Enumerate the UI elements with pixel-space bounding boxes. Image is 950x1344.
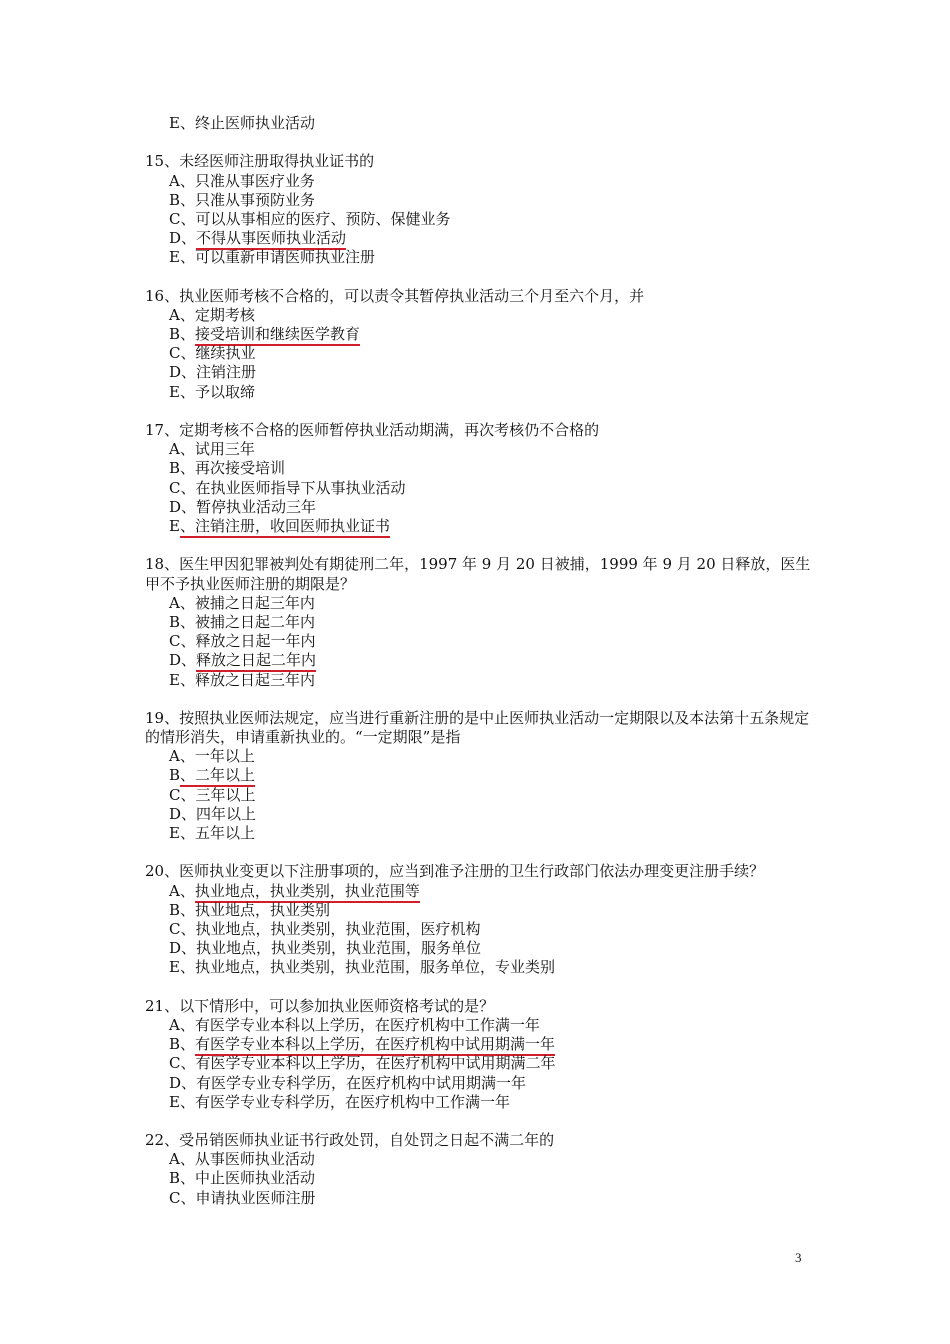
option-text: B、再次接受培训: [169, 459, 286, 478]
question-stem: 22、受吊销医师执业证书行政处罚，自处罚之日起不满二年的: [145, 1131, 555, 1150]
option-line: [145, 459, 815, 478]
question-stem: 19、按照执业医师法规定，应当进行重新注册的是中止医师执业活动一定期限以及本法第十五条规定的情形消失，申请重新执业的。“一定期限”是指: [145, 708, 810, 747]
answer-option: [145, 229, 815, 248]
option-line: [145, 1054, 815, 1073]
question-stem: 21、以下情形中，可以参加执业医师资格考试的是？: [145, 996, 495, 1015]
option-prefix: B、: [169, 1035, 196, 1054]
option-line: [145, 440, 815, 459]
option-text: B、执业地点，执业类别: [169, 900, 331, 919]
question-block: [145, 287, 815, 402]
option-line: [145, 671, 815, 690]
question-stem: 20、医师执业变更以下注册事项的，应当到准予注册的卫生行政部门依法办理变更注册手续？: [145, 862, 765, 881]
option-text: C、申请执业医师注册: [169, 1188, 316, 1207]
option-text: A、试用三年: [169, 440, 255, 459]
question-block: [145, 1131, 815, 1208]
option-line: [145, 479, 815, 498]
document-body: [145, 114, 815, 1208]
option-line: E、终止医师执业活动: [169, 114, 315, 132]
option-text: D、注销注册: [169, 363, 257, 382]
underlined-answer: 有医学专业本科以上学历，在医疗机构中试用期满一年: [195, 1035, 555, 1056]
option-line: [145, 1074, 815, 1093]
question-block: [145, 555, 815, 689]
option-prefix: E: [169, 516, 180, 535]
option-text: A、一年以上: [169, 747, 255, 766]
option-text: E、有医学专业专科学历，在医疗机构中工作满一年: [169, 1092, 510, 1111]
underlined-answer: 、注销注册，收回医师执业证书: [180, 517, 390, 538]
option-text: C、有医学专业本科以上学历，在医疗机构中试用期满二年: [169, 1054, 556, 1073]
page-number: 3: [795, 1250, 802, 1265]
option-text: E、执业地点，执业类别，执业范围，服务单位，专业类别: [169, 958, 555, 977]
option-text: C、在执业医师指导下从事执业活动: [169, 478, 406, 497]
option-line: [145, 1189, 815, 1208]
option-prefix: D、: [169, 651, 197, 670]
option-text: E、可以重新申请医师执业注册: [169, 248, 375, 267]
question-stem: 16、执业医师考核不合格的，可以责令其暂停执业活动三个月至六个月，并: [145, 286, 645, 305]
option-text: E、释放之日起三年内: [169, 670, 315, 689]
option-line: [145, 939, 815, 958]
underlined-answer: 释放之日起二年内: [196, 651, 316, 672]
option-line: [145, 191, 815, 210]
option-line: [145, 958, 815, 977]
option-line: [145, 1093, 815, 1112]
option-line: [145, 920, 815, 939]
question-block: [145, 997, 815, 1112]
option-text: A、从事医师执业活动: [169, 1150, 315, 1169]
underlined-answer: 接受培训和继续医学教育: [195, 325, 360, 346]
option-line: [145, 1169, 815, 1188]
question-stem: 17、定期考核不合格的医师暂停执业活动期满，再次考核仍不合格的: [145, 421, 600, 440]
question-stem: 15、未经医师注册取得执业证书的: [145, 152, 375, 171]
option-text: E、予以取缔: [169, 382, 255, 401]
option-line: [145, 1150, 815, 1169]
option-text: D、四年以上: [169, 804, 257, 823]
option-line: [145, 594, 815, 613]
option-text: D、有医学专业专科学历，在医疗机构中试用期满一年: [169, 1073, 527, 1092]
option-text: B、只准从事预防业务: [169, 190, 316, 209]
option-line: [145, 498, 815, 517]
answer-option: [145, 325, 815, 344]
option-text: B、被捕之日起二年内: [169, 612, 316, 631]
option-prefix: B: [169, 766, 181, 785]
option-line: [145, 306, 815, 325]
option-line: [145, 210, 815, 229]
option-line: [145, 363, 815, 382]
question-block: [145, 421, 815, 536]
option-line: [145, 901, 815, 920]
option-line: [145, 824, 815, 843]
answer-option: [145, 1035, 815, 1054]
question-block: [145, 709, 815, 843]
option-line: [145, 344, 815, 363]
question-block: [145, 862, 815, 977]
option-prefix: D、: [169, 229, 197, 248]
underlined-answer: 、二年以上: [180, 766, 255, 787]
option-text: C、可以从事相应的医疗、预防、保健业务: [169, 209, 451, 228]
option-text: C、释放之日起一年内: [169, 632, 316, 651]
question-stem: 18、医生甲因犯罪被判处有期徒刑二年，1997 年 9 月 20 日被捕，1999 年 9 月 20 日释放，医生甲不予执业医师注册的期限是？: [145, 555, 811, 593]
answer-option: [145, 882, 815, 901]
answer-option: [145, 517, 815, 536]
question-block: [145, 152, 815, 267]
option-prefix: B、: [169, 325, 196, 344]
option-line: [145, 172, 815, 191]
option-line: [145, 383, 815, 402]
option-text: C、执业地点，执业类别，执业范围，医疗机构: [169, 920, 481, 938]
option-line: [145, 632, 815, 651]
answer-option: [145, 766, 815, 785]
option-line: [145, 786, 815, 805]
option-text: B、中止医师执业活动: [169, 1169, 316, 1188]
option-line: [145, 248, 815, 267]
option-text: C、三年以上: [169, 785, 256, 804]
option-prefix: A、: [169, 881, 195, 900]
option-text: E、五年以上: [169, 824, 255, 843]
option-text: C、继续执业: [169, 344, 256, 363]
option-line: [145, 805, 815, 824]
underlined-answer: 执业地点，执业类别，执业范围等: [195, 882, 420, 903]
answer-option: [145, 651, 815, 670]
option-text: A、有医学专业本科以上学历，在医疗机构中工作满一年: [169, 1015, 540, 1034]
option-text: D、暂停执业活动三年: [169, 497, 317, 516]
option-line: [145, 1016, 815, 1035]
option-text: D、执业地点，执业类别，执业范围，服务单位: [169, 939, 482, 958]
option-text: A、被捕之日起三年内: [169, 593, 315, 612]
option-line: [145, 747, 815, 766]
option-text: A、只准从事医疗业务: [169, 171, 315, 190]
option-line: [145, 613, 815, 632]
underlined-answer: 不得从事医师执业活动: [196, 229, 346, 250]
question-list: [145, 152, 815, 1207]
option-text: A、定期考核: [169, 305, 255, 324]
